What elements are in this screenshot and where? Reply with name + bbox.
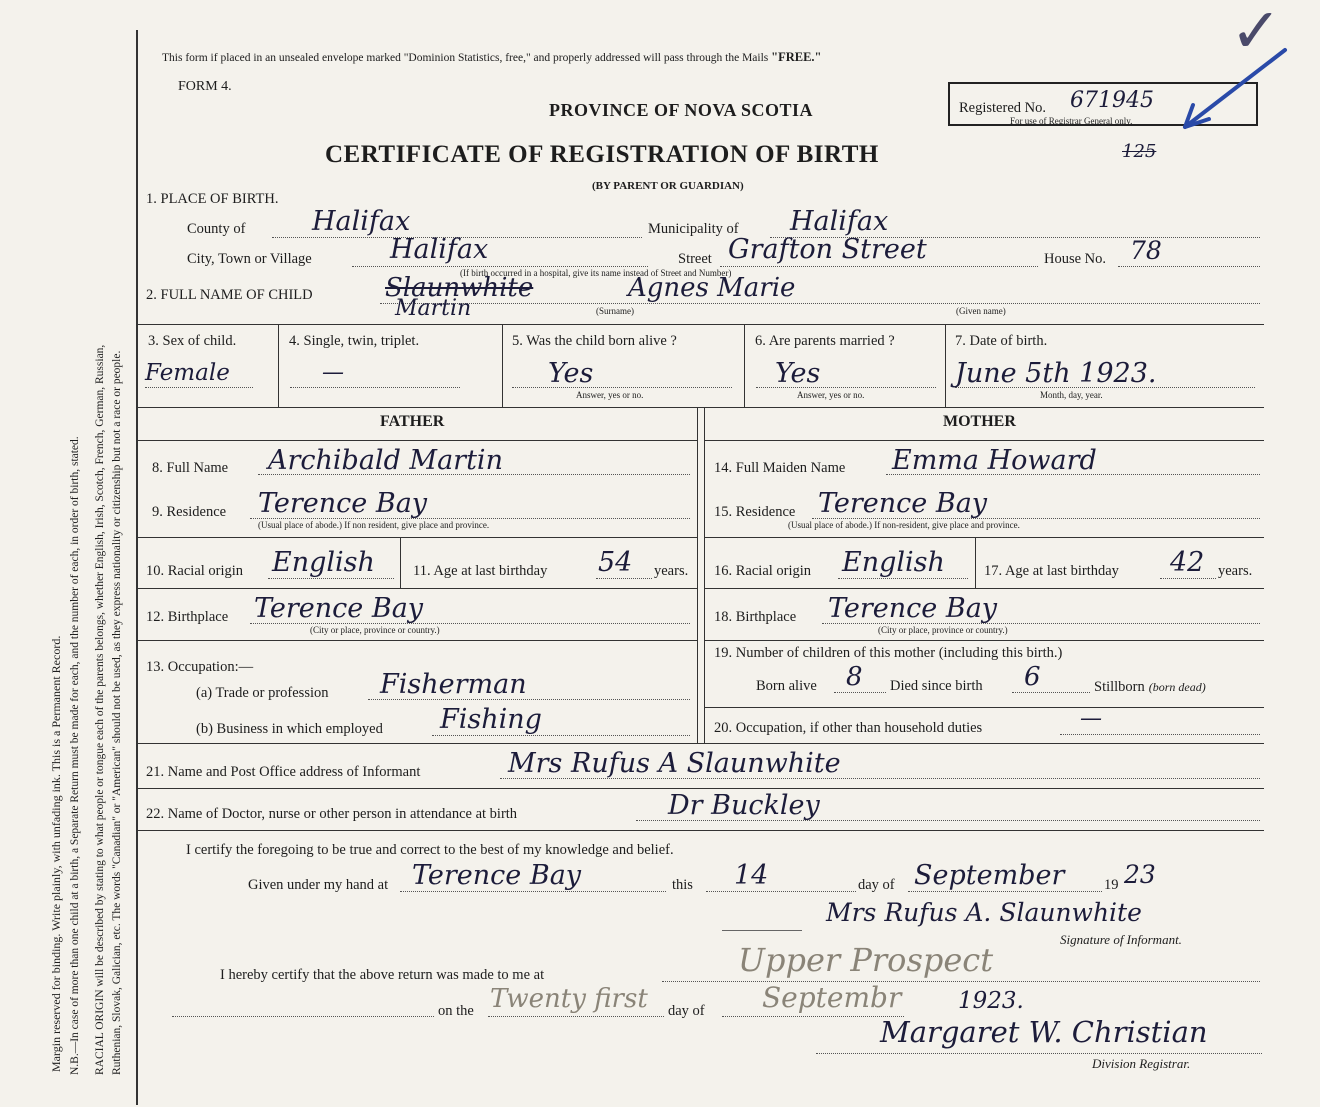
born-alive-answer: Yes [548, 358, 594, 389]
father-residence-label: 9. Residence [152, 504, 227, 520]
return-month-value: Septembr [762, 981, 902, 1014]
date-of-birth-value: June 5th 1923. [955, 358, 1157, 389]
given-place-value: Terence Bay [412, 860, 582, 891]
given-day-value: 14 [734, 860, 769, 891]
registered-label: Registered No. [959, 100, 1046, 116]
page-title: CERTIFICATE OF REGISTRATION OF BIRTH [325, 141, 879, 168]
registrar-signature: Margaret W. Christian [880, 1015, 1208, 1049]
informant-label: 21. Name and Post Office address of Informant [146, 764, 421, 780]
date-of-birth-label: 7. Date of birth. [955, 333, 1048, 349]
mother-racial-origin-value: English [842, 547, 945, 578]
date-of-birth-note: Month, day, year. [1040, 390, 1103, 400]
postal-notice-free: "FREE." [771, 50, 822, 64]
on-the-label: on the [438, 1003, 474, 1019]
mother-name-value: Emma Howard [892, 445, 1097, 476]
father-residence-note: (Usual place of abode.) If non resident, give place and province. [258, 520, 490, 530]
father-age-years: years. [654, 563, 689, 579]
postal-notice-text: This form if placed in an unsealed envelope marked "Dominion Statistics, free," and properly addressed will pass through the Mails [162, 52, 769, 64]
mother-age-value: 42 [1170, 547, 1205, 578]
sex-value: Female [145, 360, 230, 386]
informant-signature-label: Signature of Informant. [1060, 932, 1182, 947]
given-year-value: 23 [1124, 860, 1156, 889]
registrar-note: For use of Registrar General only. [1010, 116, 1133, 126]
born-alive-question-label: 5. Was the child born alive ? [512, 333, 677, 349]
municipality-value: Halifax [790, 206, 889, 237]
house-number-label: House No. [1044, 251, 1107, 267]
stillborn-note: (born dead) [1148, 680, 1206, 694]
day-of-label: day of [858, 877, 895, 893]
parents-married-answer: Yes [775, 358, 821, 389]
page-subtitle: (BY PARENT OR GUARDIAN) [592, 180, 744, 192]
plurality-label: 4. Single, twin, triplet. [289, 333, 420, 349]
father-age-label: 11. Age at last birthday [413, 563, 548, 579]
mother-occupation-value: — [1080, 706, 1102, 731]
given-name-note: (Given name) [956, 306, 1006, 316]
father-racial-origin-label: 10. Racial origin [146, 563, 244, 579]
return-statement: I hereby certify that the above return was made to me at [220, 967, 545, 983]
mother-racial-origin-label: 16. Racial origin [714, 563, 812, 579]
father-trade-label: (a) Trade or profession [196, 685, 329, 701]
died-since-birth-label: Died since birth [890, 678, 983, 694]
province-heading: PROVINCE OF NOVA SCOTIA [549, 100, 814, 120]
return-place-value: Upper Prospect [738, 941, 994, 979]
house-number-value: 78 [1130, 236, 1162, 265]
postal-notice [162, 50, 822, 65]
parents-married-note: Answer, yes or no. [797, 390, 865, 400]
street-value: Grafton Street [728, 234, 927, 265]
mother-residence-value: Terence Bay [818, 488, 988, 519]
father-residence-value: Terence Bay [258, 488, 428, 519]
father-heading: FATHER [380, 413, 445, 430]
born-alive-count-label: Born alive [756, 678, 817, 694]
sex-label: 3. Sex of child. [148, 333, 237, 349]
hospital-note: (If birth occurred in a hospital, give its name instead of Street and Number) [460, 268, 732, 278]
child-surname: Martin [395, 296, 472, 321]
county-label: County of [187, 221, 246, 237]
stillborn-field [1094, 679, 1206, 695]
informant-value: Mrs Rufus A Slaunwhite [508, 748, 841, 779]
return-day-value: Twenty first [490, 984, 648, 1014]
margin-line-1: Margin reserved for binding. Write plainly, with unfading ink. This is a Permanent Record. [49, 635, 63, 1072]
registered-value: 671945 [1070, 88, 1154, 113]
given-under-hand-label: Given under my hand at [248, 877, 389, 893]
margin-divider [136, 30, 138, 1105]
margin-line-2: N.B.—In case of more than one child at a birth, a Separate Return must be made for each, and the number of each, in order of birth, stated. [69, 436, 81, 1075]
mother-birthplace-value: Terence Bay [828, 593, 998, 624]
parents-married-label: 6. Are parents married ? [755, 333, 895, 349]
mother-name-label: 14. Full Maiden Name [714, 460, 846, 476]
city-label: City, Town or Village [187, 251, 312, 267]
mother-birthplace-label: 18. Birthplace [714, 609, 797, 625]
doctor-label: 22. Name of Doctor, nurse or other person in attendance at birth [146, 806, 518, 822]
children-count-label: 19. Number of children of this mother (including this birth.) [714, 645, 1063, 661]
father-trade-value: Fisherman [380, 669, 527, 700]
plurality-value: — [322, 360, 344, 385]
child-name-label: 2. FULL NAME OF CHILD [146, 287, 313, 303]
father-business-label: (b) Business in which employed [196, 721, 383, 737]
died-since-birth-value: 6 [1024, 662, 1041, 692]
margin-line-4: Ruthenian, Slovak, Galician, etc. The words "Canadian" or "American" should not be used, as they express nationality or citizenship but not a race or people. [111, 350, 123, 1075]
informant-signature: Mrs Rufus A. Slaunwhite [826, 898, 1142, 927]
blue-pencil-arrow-icon [1175, 45, 1290, 140]
surname-note: (Surname) [596, 306, 634, 316]
father-age-value: 54 [598, 547, 633, 578]
margin-scribble: 125 [1122, 141, 1157, 162]
mother-age-years: years. [1218, 563, 1253, 579]
born-alive-count-value: 8 [846, 662, 863, 692]
margin-line-3: RACIAL ORIGIN will be described by stating to what people or tongue each of the parents belongs, whether English, Irish, Scotch, French, German, Russian, [94, 344, 106, 1075]
certify-statement: I certify the foregoing to be true and correct to the best of my knowledge and belief. [186, 842, 674, 858]
father-birthplace-value: Terence Bay [254, 593, 424, 624]
stillborn-label: Stillborn [1094, 679, 1145, 695]
place-of-birth-label: 1. PLACE OF BIRTH. [146, 191, 279, 207]
county-value: Halifax [312, 206, 411, 237]
division-registrar-label: Division Registrar. [1092, 1056, 1191, 1071]
mother-birthplace-note: (City or place, province or country.) [878, 625, 1008, 635]
municipality-label: Municipality of [648, 221, 739, 237]
city-value: Halifax [390, 234, 489, 265]
child-surname-struck: Slaunwhite [385, 273, 534, 303]
year-prefix: 19 [1104, 877, 1119, 893]
doctor-value: Dr Buckley [668, 790, 820, 821]
return-day-of-label: day of [668, 1003, 705, 1019]
mother-age-label: 17. Age at last birthday [984, 563, 1119, 579]
father-birthplace-note: (City or place, province or country.) [310, 625, 440, 635]
this-label: this [672, 877, 693, 893]
mother-heading: MOTHER [943, 413, 1016, 430]
form-number: FORM 4. [178, 79, 232, 94]
father-occupation-label: 13. Occupation:— [146, 659, 254, 675]
father-birthplace-label: 12. Birthplace [146, 609, 229, 625]
mother-residence-label: 15. Residence [714, 504, 796, 520]
born-alive-note: Answer, yes or no. [576, 390, 644, 400]
mother-residence-note: (Usual place of abode.) If non-resident, give place and province. [788, 520, 1020, 530]
father-business-value: Fishing [440, 704, 542, 735]
child-given-names: Agnes Marie [628, 273, 796, 303]
father-racial-origin-value: English [272, 547, 375, 578]
father-name-label: 8. Full Name [152, 460, 229, 476]
street-label: Street [678, 251, 712, 267]
return-year-value: 1923. [958, 988, 1024, 1014]
father-name-value: Archibald Martin [268, 445, 503, 476]
given-month-value: September [914, 860, 1065, 891]
check-mark-icon: ✓ [1230, 0, 1282, 67]
mother-occupation-label: 20. Occupation, if other than household duties [714, 720, 983, 736]
